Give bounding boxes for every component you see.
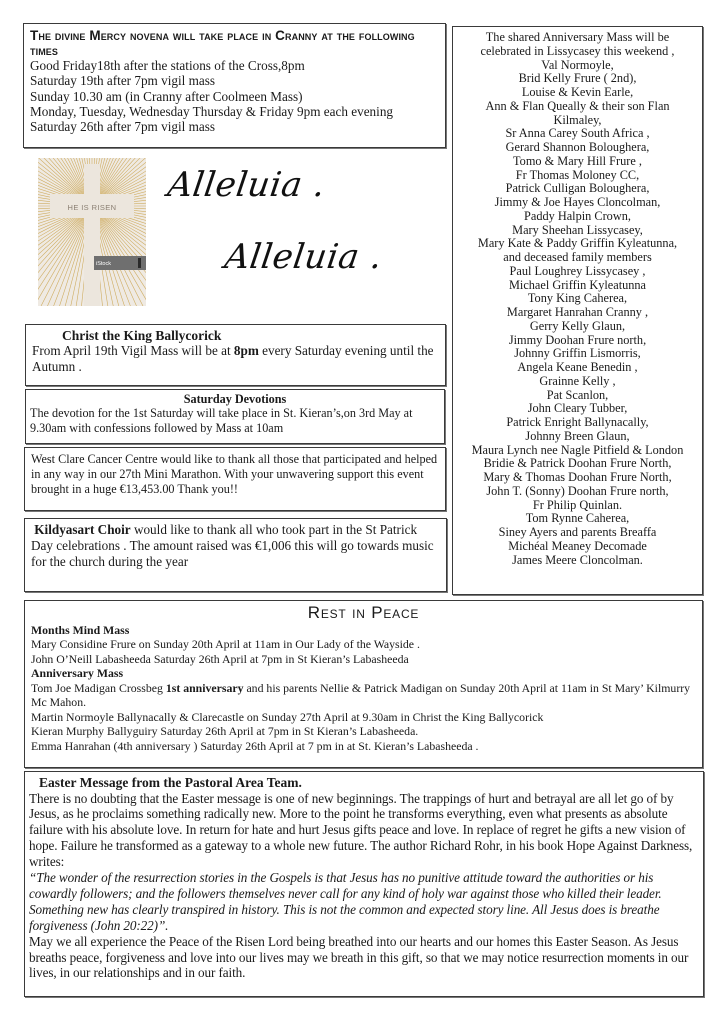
anniversary-name: Margaret Hanrahan Cranny , — [506, 305, 649, 319]
anniversary-name: Louise & Kevin Earle, — [521, 85, 634, 99]
months-mind-heading: Months Mind Mass — [31, 623, 130, 637]
anniversary-name: Tom Rynne Caherea, — [525, 511, 630, 526]
choir-body — [31, 522, 440, 571]
anniversary-name: Bridie & Patrick Doohan Frure North, — [483, 456, 672, 471]
alleluia-heading: Alleluia . — [222, 237, 385, 277]
novena-notice — [23, 23, 446, 148]
devotions-title: Saturday Devotions — [183, 392, 287, 406]
anniversary-name: Tomo & Mary Hill Frure , — [513, 153, 642, 168]
novena-time: Good Friday18th after the stations of the Cross,8pm — [30, 58, 305, 73]
easter-paragraph: There is no doubting that the Easter message is one of new beginnings. The trappings of hurt and betrayal are all let go of by Jesus, as he proclaims something radically new. More to the point he transforms everything, even what presents as absolute failure with his absolute love. In return for hate and hurt Jesus gifts peace and love. In replace of regret he gifts a new vision of hope. Failure he transformed as a gateway to a whole new future. The author Richard Rohr, in his book Hope Against Darkness, writes: — [29, 790, 693, 870]
anniversary-name: Grainne Kelly , — [539, 373, 616, 388]
anniversary-entry: Kieran Murphy Ballyguiry Saturday 26th April at 7pm in St Kieran’s Labasheeda. — [31, 724, 419, 739]
rest-in-peace-section — [24, 600, 703, 768]
anniversary-name: Brid Kelly Frure ( 2nd), — [518, 71, 637, 86]
anniversary-name: Mary Sheehan Lissycasey, — [512, 222, 643, 237]
novena-time: Saturday 26th after 7pm vigil mass — [30, 119, 215, 135]
anniversary-name: John Cleary Tubber, — [527, 401, 628, 416]
christ-king-time: 8pm — [233, 343, 259, 358]
devotions-body: The devotion for the 1st Saturday will take place in St. Kieran’s,on 3rd May at 9.30am with confessions followed by Mass at 10am — [30, 406, 413, 435]
image-caption: HE IS RISEN — [67, 203, 117, 212]
anniversary-name: Kilmaley, — [553, 112, 602, 127]
anniversary-name: Siney Ayers and parents Breaffa — [498, 525, 657, 539]
anniversary-name: Johnny Griffin Lismorris, — [514, 346, 641, 361]
months-mind-entry: John O’Neill Labasheeda Saturday 26th April at 7pm in St Kieran’s Labasheeda — [31, 651, 409, 666]
anniversary-entry: Martin Normoyle Ballynacally & Clarecastle on Sunday 27th April at 9.30am in Christ the King Ballycorick — [31, 709, 544, 724]
anniversary-mass-notice — [452, 26, 703, 595]
christ-king-text: From April 19th Vigil Mass will be at — [32, 343, 234, 358]
anniversary-name: Patrick Enright Ballynacally, — [506, 415, 649, 429]
anniversary-name: Mary Kate & Paddy Griffin Kyleatunna, — [477, 236, 678, 251]
anniversary-name: Jimmy & Joe Hayes Cloncolman, — [494, 195, 661, 209]
sunburst-cross-icon — [38, 158, 146, 306]
saturday-devotions-notice — [25, 389, 445, 444]
anniversary-entry: Emma Hanrahan (4th anniversary ) Saturday 26th April at 7 pm in at St. Kieran’s Labasheeda . — [31, 738, 479, 753]
choir-name: Kildyasart Choir — [34, 522, 131, 537]
easter-title: Easter Message from the Pastoral Area Team. — [39, 775, 302, 790]
easter-quote: “The wonder of the resurrection stories in the Gospels is that Jesus has no punitive attitude toward the authorities or his cowardly followers; and the followers themselves never call for any kind of holy war against those who killed their leader. Something new has clearly transpired in history. This is not the common and expected story line. All Jesus does is breathe forgiveness (John 20:22)”. — [29, 870, 662, 933]
anniversary-entry — [31, 681, 696, 710]
anniversary-name: Patrick Culligan Boloughera, — [505, 181, 650, 196]
easter-message-section — [24, 771, 704, 997]
anniversary-name: Val Normoyle, — [541, 57, 614, 72]
choir-notice — [24, 518, 447, 592]
anniversary-name: Gerry Kelly Glaun, — [529, 318, 626, 333]
christ-king-title: Christ the King Ballycorick — [62, 328, 222, 343]
image-credit: iStock — [96, 261, 111, 267]
anniversary-name: Pat Scanlon, — [546, 387, 609, 402]
anniversary-heading: Anniversary Mass — [31, 666, 124, 681]
anniversary-name: Michael Griffin Kyleatunna — [508, 277, 647, 292]
anniversary-name: James Meere Cloncolman. — [512, 552, 643, 567]
cancer-centre-notice — [24, 447, 446, 511]
anniversary-text: and his parents Nellie & Patrick Madigan on Sunday 20th April at 11am in St Mary’ Kilmurry Mc Mahon. — [31, 680, 691, 710]
choir-text: would like to thank all who took part in the St Patrick Day celebrations . The amount raised was €1,006 this will go towards music for the church during the year — [31, 522, 434, 570]
anniversary-name: Tony King Caherea, — [527, 291, 628, 306]
anniversary-name: Sr Anna Carey South Africa , — [505, 126, 650, 141]
alleluia-heading: Alleluia . — [165, 165, 328, 205]
anniversary-name: and deceased family members — [503, 250, 652, 264]
anniversary-intro: celebrated in Lissycasey this weekend , — [480, 43, 675, 58]
anniversary-name: Maura Lynch nee Nagle Pitfield & London — [471, 442, 684, 457]
novena-time: Saturday 19th after 7pm vigil mass — [30, 73, 215, 89]
anniversary-name: Fr Thomas Moloney CC, — [515, 167, 640, 182]
anniversary-label: 1st anniversary — [165, 680, 244, 695]
anniversary-intro: The shared Anniversary Mass will be — [485, 30, 670, 44]
cancer-centre-body: West Clare Cancer Centre would like to thank all those that participated and helped in any way in our 27th Mini Marathon. With your unwavering support this event brought in a huge €13,453.00 Thank you!! — [31, 452, 438, 497]
anniversary-name: Michéal Meaney Decomade — [508, 538, 647, 553]
anniversary-name: Ann & Flan Queally & their son Flan — [485, 98, 670, 113]
novena-time: Sunday 10.30 am (in Cranny after Coolmeen Mass) — [30, 88, 303, 104]
anniversary-name: Gerard Shannon Boloughera, — [505, 140, 650, 154]
anniversary-name: Jimmy Doohan Frure north, — [508, 332, 647, 347]
anniversary-list — [455, 31, 700, 567]
anniversary-name: Fr Philip Quinlan. — [532, 497, 623, 512]
easter-paragraph: May we all experience the Peace of the Risen Lord being breathed into our hearts and our homes this Easter Season. As Jesus breaths peace, forgiveness and love into our lives may we breath in this gift, so that we may notice resurrection moments in our lives, in our relationships and in our faith. — [29, 933, 689, 981]
christ-the-king-notice — [25, 324, 446, 386]
novena-time: Monday, Tuesday, Wednesday Thursday & Friday 9pm each evening — [30, 103, 394, 119]
he-is-risen-image — [38, 158, 146, 306]
anniversary-name: Paddy Halpin Crown, — [524, 208, 631, 223]
anniversary-name: Johnny Breen Glaun, — [525, 428, 630, 443]
anniversary-text: Tom Joe Madigan Crossbeg — [31, 680, 166, 695]
months-mind-entry: Mary Considine Frure on Sunday 20th April at 11am in Our Lady of the Wayside . — [31, 637, 420, 652]
novena-heading: The divine Mercy novena will take place in Cranny at the following times — [30, 28, 415, 58]
rip-title: Rest in Peace — [307, 603, 420, 622]
anniversary-name: Mary & Thomas Doohan Frure North, — [483, 470, 672, 484]
anniversary-name: Paul Loughrey Lissycasey , — [509, 263, 646, 278]
christ-king-text: every Saturday evening until the Autumn . — [32, 343, 434, 374]
christ-king-body — [32, 343, 439, 374]
anniversary-name: John T. (Sonny) Doohan Frure north, — [486, 483, 669, 498]
anniversary-name: Angela Keane Benedin , — [517, 360, 638, 374]
